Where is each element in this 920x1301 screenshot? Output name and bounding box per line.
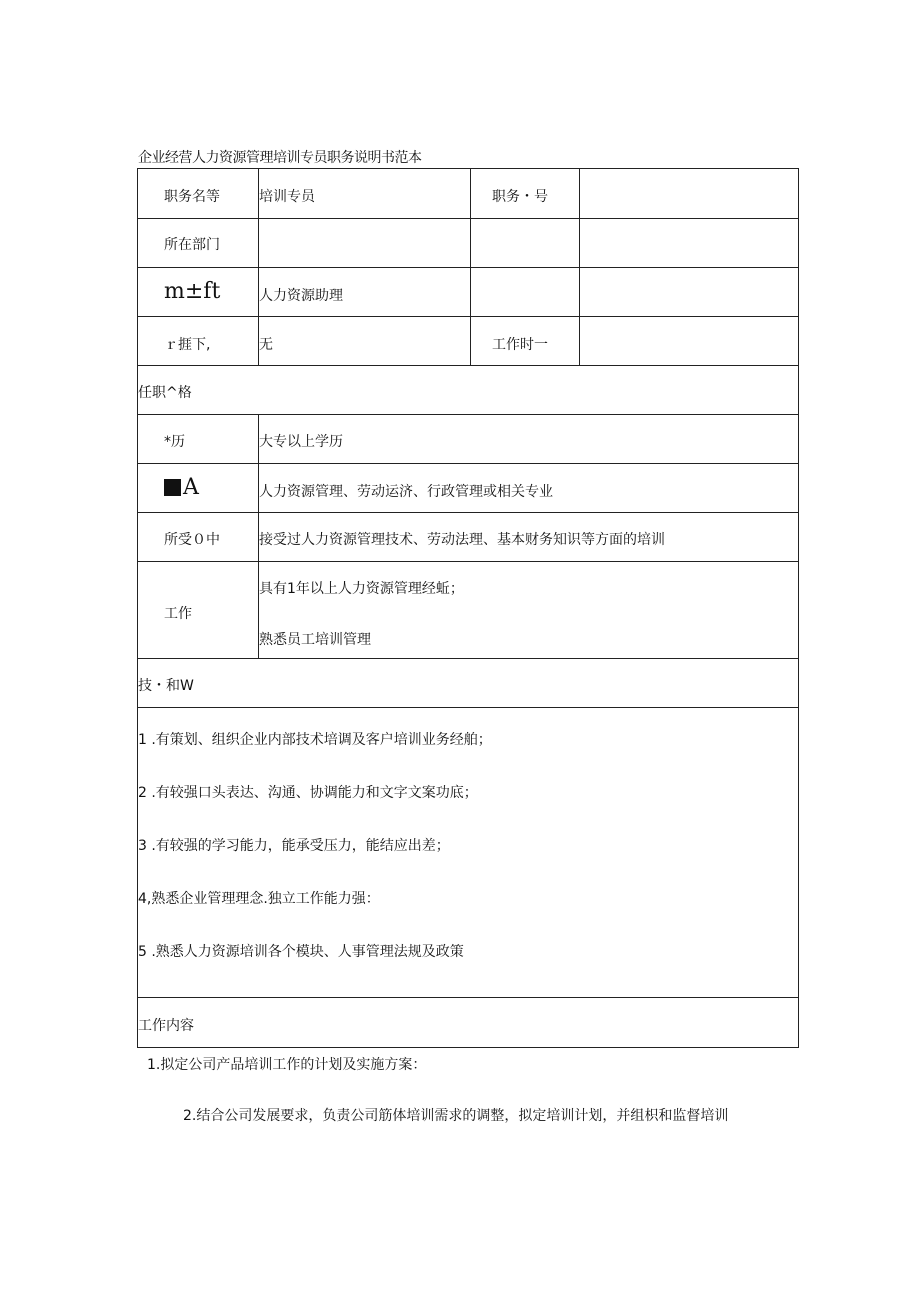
education-label: *历 [164, 434, 185, 450]
cell-experience-label [137, 561, 259, 659]
skill-item: 3 .有较强的学习能力，能承受压力，能结应出差； [138, 838, 450, 854]
job-name-label: 职务名等 [164, 189, 220, 205]
cell-row2-col3 [470, 218, 580, 268]
cell-work-time-value [579, 316, 799, 366]
major-value: 人力资源管理、劳动运济、行政管理或相关专业 [259, 484, 553, 500]
cell-subordinate-value [258, 316, 471, 366]
cell-department-value [258, 218, 471, 268]
experience-line-1: 具有1年以上人力资源管理经蚯； [259, 581, 464, 597]
major-label: A [183, 475, 199, 500]
experience-label: 工作 [164, 606, 192, 622]
cell-row3-col4 [579, 267, 799, 317]
training-value: 接受过人力资源管理技术、劳动法理、基本财务知识等方面的培训 [259, 532, 665, 548]
job-no-label: 职务・号 [492, 189, 548, 205]
subordinate-value: 无 [259, 337, 273, 353]
skill-item: 2 .有较强口头表达、沟通、协调能力和文字文案功底； [138, 785, 478, 801]
major-label-wrap [164, 475, 199, 500]
job-name-value: 培训专员 [259, 189, 315, 205]
work-time-label: 工作时一 [492, 337, 548, 353]
skill-item: 5 .熟悉人力资源培训各个模块、人事管理法规及政策 [138, 944, 464, 960]
department-label: 所在部门 [164, 237, 220, 253]
work-content-item: 2.结合公司发展要求，负责公司筋体培训需求的调整，拟定培训计划，并组枳和监督培训 [183, 1108, 729, 1124]
qualification-section-label: 任职^格 [138, 385, 192, 401]
training-label: 所受０中 [164, 532, 220, 548]
experience-line-2: 熟悉员工培训管理 [259, 632, 371, 648]
filled-square-icon [164, 479, 181, 496]
work-content-item: 1.拟定公司产品培训工作的计划及实施方案： [147, 1057, 427, 1073]
cell-skills-header [137, 658, 799, 708]
cell-row2-col4 [579, 218, 799, 268]
skills-section-label: 技・和W [138, 678, 194, 694]
job-description-table [137, 168, 799, 1048]
cell-job-no-value [579, 168, 799, 219]
cell-education-label [137, 414, 259, 464]
document-title: 企业经营人力资源管理培训专员职务说明书范本 [138, 150, 422, 166]
cell-work-content-header [137, 997, 799, 1048]
superior-label: m±ft [164, 279, 221, 304]
cell-qualification-header [137, 365, 799, 415]
subordinate-label: ｒ捱下, [164, 337, 211, 353]
skill-item: 4,熟悉企业管理理念.独立工作能力强： [138, 891, 380, 907]
work-content-section-label: 工作内容 [138, 1018, 194, 1034]
cell-row3-col3 [470, 267, 580, 317]
education-value: 大专以上学历 [259, 434, 343, 450]
skill-item: 1 .有策划、组织企业内部技术培调及客户培训业务经舶； [138, 732, 492, 748]
superior-value: 人力资源助理 [259, 288, 343, 304]
